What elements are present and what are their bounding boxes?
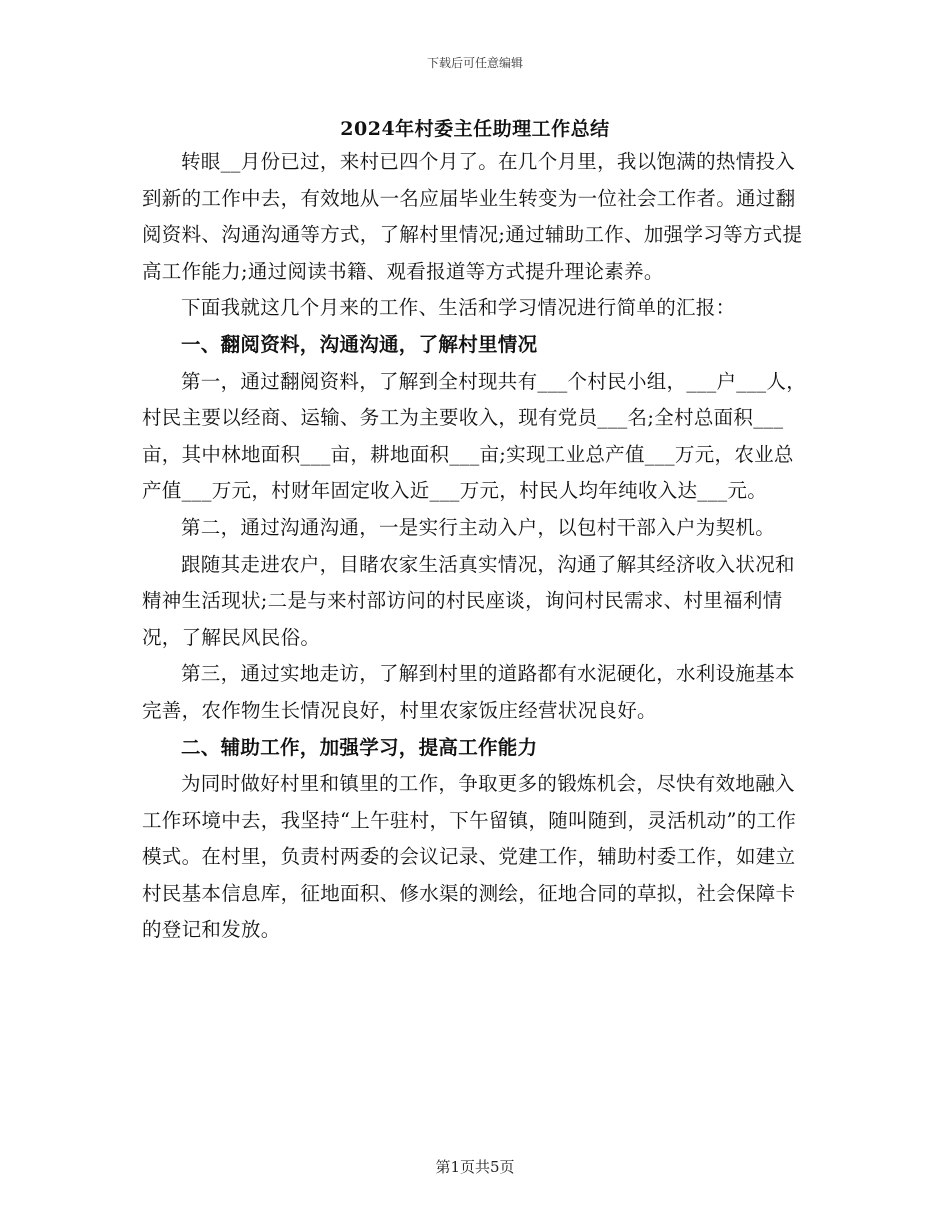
paragraph-third: 第三，通过实地走访，了解到村里的道路都有水泥硬化，水利设施基本完善，农作物生长情况良好，村里农家饭庄经营状况良好。: [142, 662, 795, 722]
paragraph-intro: 转眼__月份已过，来村已四个月了。在几个月里，我以饱满的热情投入到新的工作中去，有效地从一名应届毕业生转变为一位社会工作者。通过翻阅资料、沟通沟通等方式，了解村里情况;通过辅助工作、加强学习等方式提高工作能力;通过阅读书籍、观看报道等方式提升理论素养。: [142, 150, 803, 283]
document-body: [142, 144, 810, 949]
document-title: 2024年村委主任助理工作总结: [340, 118, 610, 140]
paragraph-second: 第二，通过沟通沟通，一是实行主动入户，以包村干部入户为契机。: [181, 515, 776, 539]
section-heading-2: 二、辅助工作，加强学习，提高工作能力: [181, 735, 538, 759]
header-note: 下载后可任意编辑: [426, 56, 523, 70]
paragraph-work-mode: 为同时做好村里和镇里的工作，争取更多的锻炼机会，尽快有效地融入工作环境中去，我坚持“上午驻村，下午留镇，随叫随到，灵活机动”的工作模式。在村里，负责村两委的会议记录、党建工作，辅助村委工作，如建立村民基本信息库，征地面积、修水渠的测绘，征地合同的草拟，社会保障卡的登记和发放。: [142, 772, 797, 942]
paragraph-first: 第一，通过翻阅资料，了解到全村现共有___个村民小组，___户___人，村民主要以经商、运输、务工为主要收入，现有党员___名;全村总面积___亩，其中林地面积___亩，耕地面积___亩;实现工业总产值___万元，农业总产值___万元，村财年固定收入近___万元，村民人均年纯收入达___元。: [142, 369, 807, 503]
page-footer: 第1页共5页: [435, 1158, 515, 1176]
paragraph-report-lead: 下面我就这几个月来的工作、生活和学习情况进行简单的汇报：: [181, 296, 736, 320]
section-heading-1: 一、翻阅资料，沟通沟通，了解村里情况: [181, 332, 538, 356]
paragraph-follow-up: 跟随其走进农户，目睹农家生活真实情况，沟通了解其经济收入状况和精神生活现状;二是与来村部访问的村民座谈，询问村民需求、村里福利情况，了解民风民俗。: [142, 552, 795, 649]
